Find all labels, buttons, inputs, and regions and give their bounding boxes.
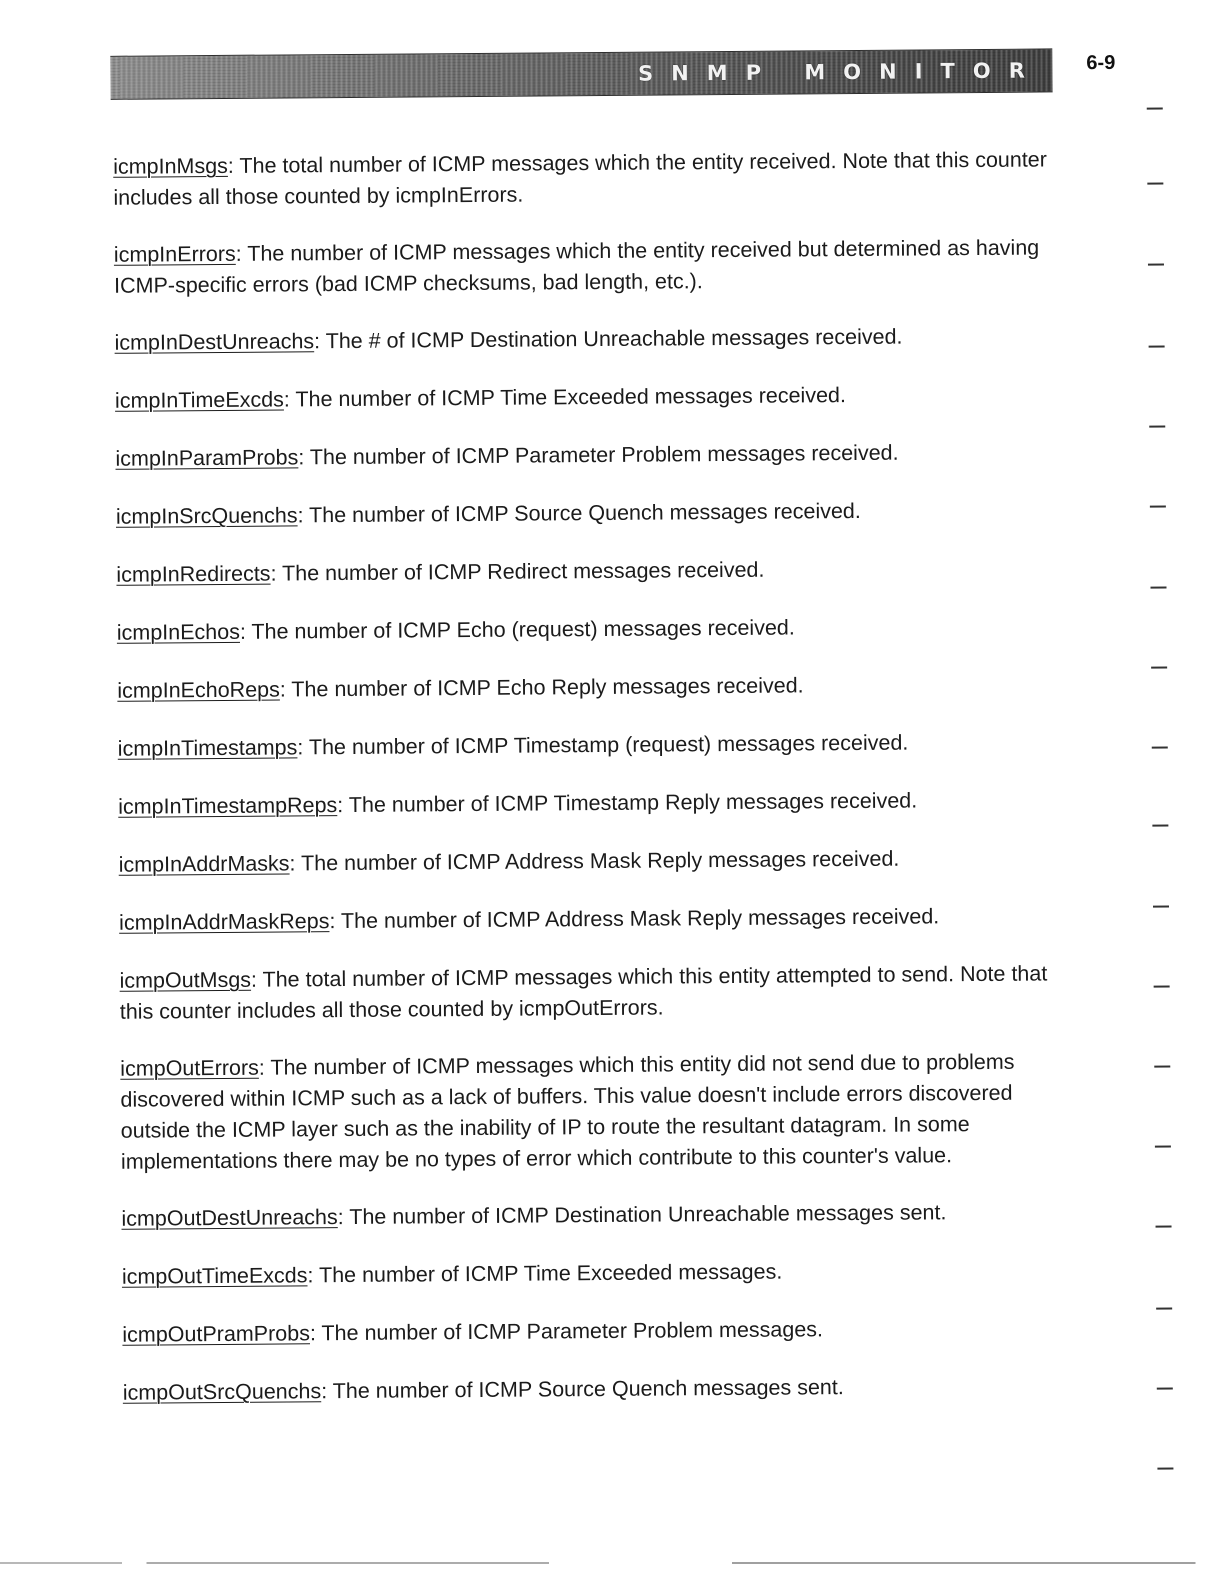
margin-tick xyxy=(1151,667,1167,669)
definition-text: : The number of ICMP Time Exceeded messages. xyxy=(307,1259,783,1288)
definition-entry xyxy=(116,494,1064,532)
margin-tick xyxy=(1149,426,1165,428)
definition-text: : The number of ICMP Time Exceeded messages received. xyxy=(283,383,847,412)
margin-tick xyxy=(1149,346,1165,348)
definition-text: : The number of ICMP Destination Unreachable messages sent. xyxy=(337,1200,947,1230)
definition-text: : The number of ICMP Echo (request) messages received. xyxy=(239,615,795,644)
header-title: SNMP MONITOR xyxy=(637,58,1043,86)
margin-tick xyxy=(1155,1146,1171,1148)
definition-entry xyxy=(122,1312,1070,1350)
definition-entry xyxy=(118,726,1066,764)
definition-text: : The number of ICMP Address Mask Reply messages received. xyxy=(329,904,940,934)
definition-entry xyxy=(117,668,1065,706)
definition-term: icmpOutErrors xyxy=(120,1055,259,1081)
definition-text: : The number of ICMP messages which this entity did not send due to problems discovered within ICMP such as a lack of buffers. This value doesn't include errors discovered outside the ICMP layer such as the inability of IP to route the resultant datagram. In some implementations there may be no types of error which contribute to this counter's value. xyxy=(120,1049,1015,1174)
definition-text: : The number of ICMP messages which the entity received but determined as having ICMP-specific errors (bad ICMP checksums, bad length, etc.). xyxy=(114,235,1040,298)
margin-tick xyxy=(1148,264,1164,266)
margin-tick xyxy=(1157,1388,1173,1390)
definition-term: icmpOutMsgs xyxy=(119,967,252,993)
definition-entry xyxy=(115,436,1063,474)
definition-text: : The number of ICMP Echo Reply messages received. xyxy=(279,673,804,702)
margin-tick xyxy=(1152,825,1168,827)
definition-entry xyxy=(121,1196,1069,1234)
definition-text: : The number of ICMP Parameter Problem messages. xyxy=(309,1317,824,1346)
definition-term: icmpOutTimeExcds xyxy=(121,1263,308,1289)
definition-text: : The # of ICMP Destination Unreachable messages received. xyxy=(313,324,903,354)
definition-entry xyxy=(113,144,1061,213)
definition-text: : The number of ICMP Timestamp (request) messages received. xyxy=(297,730,909,760)
definition-entry xyxy=(114,232,1062,301)
definition-term: icmpInTimestamps xyxy=(117,735,298,761)
definition-term: icmpInTimeExcds xyxy=(114,387,284,413)
definition-term: icmpInMsgs xyxy=(113,153,228,179)
margin-tick xyxy=(1150,587,1166,589)
definition-term: icmpInEchos xyxy=(116,619,241,645)
header-banner xyxy=(110,48,1052,99)
margin-tick xyxy=(1156,1308,1172,1310)
definition-entry xyxy=(119,958,1067,1027)
definition-term: icmpInRedirects xyxy=(116,561,271,587)
definition-text: : The number of ICMP Source Quench messages sent. xyxy=(321,1375,844,1404)
margin-tick xyxy=(1147,183,1163,185)
definition-entry xyxy=(120,1046,1069,1177)
page-number: 6-9 xyxy=(1086,51,1116,75)
margin-tick-marks xyxy=(1142,0,1184,1576)
definition-term: icmpInAddrMaskReps xyxy=(119,909,330,935)
definition-term: icmpOutSrcQuenchs xyxy=(122,1379,322,1405)
margin-tick xyxy=(1153,906,1169,908)
definition-text: : The number of ICMP Timestamp Reply messages received. xyxy=(337,788,918,818)
definition-entry xyxy=(117,610,1065,648)
margin-tick xyxy=(1154,986,1170,988)
definition-text: : The number of ICMP Redirect messages received. xyxy=(270,557,765,586)
definition-term: icmpInDestUnreachs xyxy=(114,329,315,355)
definition-text: : The number of ICMP Source Quench messages received. xyxy=(297,498,861,528)
definition-entry xyxy=(119,842,1067,880)
definition-term: icmpInErrors xyxy=(113,241,236,267)
definition-entry xyxy=(114,320,1062,358)
margin-tick xyxy=(1157,1468,1173,1470)
definition-term: icmpInEchoReps xyxy=(117,677,280,703)
definition-term: icmpInParamProbs xyxy=(115,445,299,471)
definition-entry xyxy=(115,378,1063,416)
definition-term: icmpOutPramProbs xyxy=(122,1321,311,1347)
definition-entry xyxy=(119,900,1067,938)
margin-tick xyxy=(1150,506,1166,508)
definition-term: icmpInTimestampReps xyxy=(118,793,338,819)
definition-text: : The number of ICMP Address Mask Reply messages received. xyxy=(289,846,900,876)
definition-entry xyxy=(122,1254,1070,1292)
bottom-scan-edge xyxy=(0,1562,1220,1564)
definition-list xyxy=(113,144,1071,1435)
margin-tick xyxy=(1152,747,1168,749)
margin-tick xyxy=(1154,1066,1170,1068)
definition-term: icmpInSrcQuenchs xyxy=(115,503,298,529)
definition-text: : The total number of ICMP messages which the entity received. Note that this counter includes all those counted by icmpInErrors. xyxy=(113,147,1047,210)
definition-text: : The total number of ICMP messages which this entity attempted to send. Note that this counter includes all those counted by icmpOutErrors. xyxy=(119,961,1048,1024)
definition-term: icmpInAddrMasks xyxy=(118,851,290,877)
definition-entry xyxy=(118,784,1066,822)
definition-entry xyxy=(123,1370,1071,1408)
definition-entry xyxy=(116,552,1064,590)
margin-tick xyxy=(1156,1226,1172,1228)
margin-tick xyxy=(1147,108,1163,110)
definition-term: icmpOutDestUnreachs xyxy=(121,1205,338,1231)
definition-text: : The number of ICMP Parameter Problem messages received. xyxy=(298,440,899,470)
